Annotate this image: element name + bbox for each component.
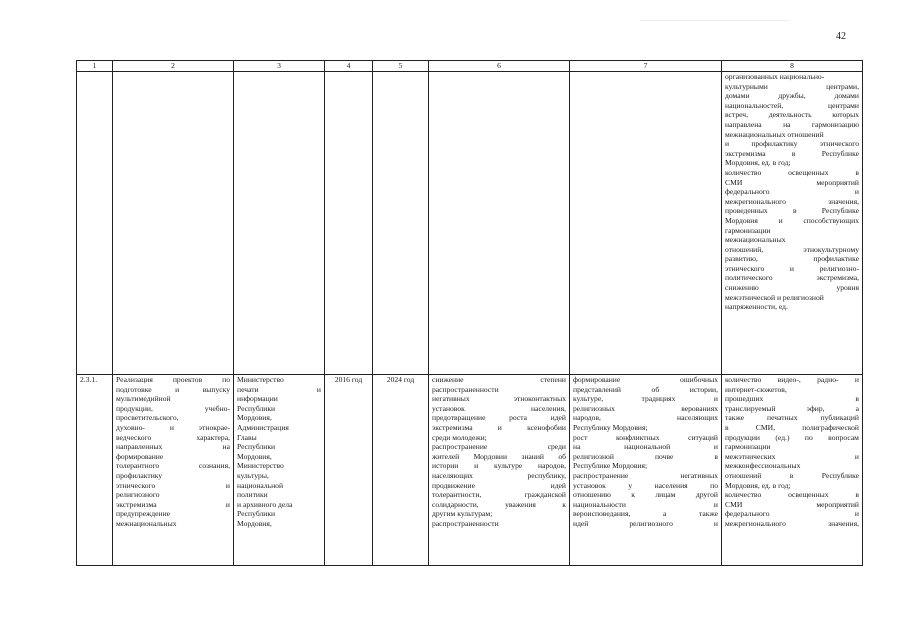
text-line: прошедших в bbox=[725, 394, 859, 404]
text-line: Республики bbox=[237, 442, 276, 452]
text-line: истории и культуре народов, bbox=[432, 461, 566, 471]
text-line: СМИ мероприятий bbox=[725, 177, 859, 187]
text-line: Реализация проектов по bbox=[116, 375, 230, 384]
event-name-cell bbox=[113, 375, 234, 566]
text-line: Республики bbox=[237, 403, 276, 413]
text-line: национальной bbox=[237, 480, 284, 490]
table-header-row bbox=[77, 61, 863, 72]
text-line: этнического и религиозно- bbox=[725, 263, 859, 273]
text-line: другим культурам; bbox=[432, 509, 493, 519]
text-line: культурными центрами, bbox=[725, 81, 859, 91]
text-line: также печатных публикаций bbox=[725, 413, 859, 423]
text-line: печати и bbox=[237, 384, 321, 394]
text-line: толерантности, гражданской bbox=[432, 490, 566, 500]
text-line: Мордовия, bbox=[237, 413, 272, 423]
text-line: народов, населяющих bbox=[573, 413, 718, 423]
text-line: в СМИ, полиграфической bbox=[725, 422, 859, 432]
text-line: населяющих республику, bbox=[432, 470, 566, 480]
text-line: ведческого характера, bbox=[116, 432, 230, 442]
text-line: гармонизации bbox=[725, 225, 771, 235]
text-line: Министерство bbox=[237, 461, 284, 471]
text-line: межэтнических и bbox=[725, 451, 859, 461]
table-row-continuation bbox=[77, 72, 863, 375]
text-line: распространение среди bbox=[432, 442, 566, 452]
text-line: установок у населения по bbox=[573, 480, 718, 490]
text-line: формирование ошибочных bbox=[573, 375, 718, 384]
text-line: продукции (ед.) по вопросам bbox=[725, 432, 859, 442]
text-line: межрегионального значения, bbox=[725, 196, 859, 206]
cont-cell-4 bbox=[325, 72, 373, 375]
text-line: Мордовия, ед. в год; bbox=[725, 158, 791, 168]
cont-cell-6 bbox=[429, 72, 570, 375]
text-line: и профилактику этнического bbox=[725, 139, 859, 149]
start-year-cell: 2016 год bbox=[325, 375, 373, 566]
text-line: направлена на гармонизацию bbox=[725, 119, 859, 129]
text-line: мультимедийной bbox=[116, 394, 171, 404]
text-line: идей религиозного и bbox=[573, 518, 718, 528]
text-line: вероисповедания, а также bbox=[573, 509, 718, 519]
text-line: профилактику bbox=[116, 470, 163, 480]
header-col-5: 5 bbox=[373, 61, 429, 72]
text-line: распространенности bbox=[432, 384, 499, 394]
text-line: культуре, традициях и bbox=[573, 394, 718, 404]
text-line: духовно- и этнокрае- bbox=[116, 422, 230, 432]
header-col-3: 3 bbox=[234, 61, 325, 72]
text-line: межрегионального значения, bbox=[725, 518, 859, 528]
cont-cell-1 bbox=[77, 72, 113, 375]
text-line: Республику Мордовия; bbox=[573, 422, 648, 432]
text-line: межнациональных bbox=[116, 518, 177, 528]
text-line: гармонизации bbox=[725, 442, 771, 452]
text-line: политики bbox=[237, 490, 268, 500]
text-line: солидарности, уважения к bbox=[432, 499, 566, 509]
text-line: политического экстремизма, bbox=[725, 273, 859, 283]
text-line: информации bbox=[237, 394, 278, 404]
cont-cell-3 bbox=[234, 72, 325, 375]
text-line: представлений об истории, bbox=[573, 384, 718, 394]
text-line: Мордовия, bbox=[237, 518, 272, 528]
consequences-cell bbox=[570, 375, 722, 566]
text-line: межнациональных отношений bbox=[725, 129, 824, 139]
text-line: формирование bbox=[116, 451, 164, 461]
text-line: количество видео-, радио- и bbox=[725, 375, 859, 384]
text-line: распространение негативных bbox=[573, 470, 718, 480]
text-line: негативных этноконтактных bbox=[432, 394, 566, 404]
indicators-cell bbox=[722, 375, 863, 566]
header-col-8: 8 bbox=[722, 61, 863, 72]
text-line: отношению к лицам другой bbox=[573, 490, 718, 500]
cont-cell-5 bbox=[373, 72, 429, 375]
text-line: культуры, bbox=[237, 470, 269, 480]
header-col-2: 2 bbox=[113, 61, 234, 72]
text-line: Мордовия, bbox=[237, 451, 272, 461]
text-line: снижение степени bbox=[432, 375, 566, 384]
text-line: религиозной почве в bbox=[573, 451, 718, 461]
text-line: жителей Мордовии знаний об bbox=[432, 451, 566, 461]
text-line: встреч, деятельность которых bbox=[725, 110, 859, 120]
text-line: межконфессиональных bbox=[725, 461, 801, 471]
text-line: экстремизма и ксенофобии bbox=[432, 422, 566, 432]
text-line: Администрация bbox=[237, 422, 289, 432]
text-line: толерантного сознания, bbox=[116, 461, 230, 471]
text-line: предотвращение роста идей bbox=[432, 413, 566, 423]
text-line: интернет-сюжетов, bbox=[725, 384, 787, 394]
text-line: подготовке и выпуску bbox=[116, 384, 230, 394]
text-line: количество освещенных в bbox=[725, 167, 859, 177]
text-line: федерального и bbox=[725, 187, 859, 197]
text-line: количество освещенных в bbox=[725, 490, 859, 500]
text-line: федерального и bbox=[725, 509, 859, 519]
text-line: Министерство bbox=[237, 375, 284, 384]
text-line: продвижение идей bbox=[432, 480, 566, 490]
table-row-2-3-1 bbox=[77, 375, 863, 566]
text-line: на национальной и bbox=[573, 442, 718, 452]
text-line: Мордовия и способствующих bbox=[725, 215, 859, 225]
text-line: рост конфликтных ситуаций bbox=[573, 432, 718, 442]
text-line: национальности и bbox=[573, 499, 718, 509]
text-line: СМИ мероприятий bbox=[725, 499, 859, 509]
text-line: домами дружбы, домами bbox=[725, 91, 859, 101]
text-line: продукции, учебно- bbox=[116, 403, 230, 413]
text-line: этнического и bbox=[116, 480, 230, 490]
text-line: и архивного дела bbox=[237, 499, 293, 509]
text-line: религиозных верованиях bbox=[573, 403, 718, 413]
text-line: среди молодежи; bbox=[432, 432, 487, 442]
text-line: снижению уровня bbox=[725, 283, 859, 293]
scan-artifact-line bbox=[640, 20, 790, 21]
text-line: отношений в Республике bbox=[725, 470, 859, 480]
header-col-7: 7 bbox=[570, 61, 722, 72]
text-line: Главы bbox=[237, 432, 257, 442]
text-line: просветительского, bbox=[116, 413, 179, 423]
text-line: организованных национально- bbox=[725, 72, 825, 81]
row-number: 2.3.1. bbox=[77, 375, 113, 566]
header-col-1: 1 bbox=[77, 61, 113, 72]
text-line: предупреждение bbox=[116, 509, 171, 519]
text-line: напряженности, ед. bbox=[725, 302, 788, 312]
text-line: национальностей, центрами bbox=[725, 100, 859, 110]
text-line: транслируемый эфир, а bbox=[725, 403, 859, 413]
text-line: проведенных в Республике bbox=[725, 206, 859, 216]
text-line: экстремизма в Республике bbox=[725, 148, 859, 158]
header-col-6: 6 bbox=[429, 61, 570, 72]
text-line: Мордовия, ед. в год; bbox=[725, 480, 791, 490]
text-line: установок населения, bbox=[432, 403, 566, 413]
expected-result-cell bbox=[429, 375, 570, 566]
text-line: межэтнической и религиозной bbox=[725, 292, 824, 302]
text-line: межнациональных bbox=[725, 235, 786, 245]
cont-cell-8-indicators bbox=[722, 72, 863, 375]
text-line: развитию, профилактике bbox=[725, 254, 859, 264]
text-line: отношений, этнокультурному bbox=[725, 244, 859, 254]
page-number: 42 bbox=[836, 31, 846, 42]
text-line: направленных на bbox=[116, 442, 230, 452]
text-line: экстремизма и bbox=[116, 499, 230, 509]
cont-cell-7 bbox=[570, 72, 722, 375]
executors-cell bbox=[234, 375, 325, 566]
header-col-4: 4 bbox=[325, 61, 373, 72]
end-year-cell: 2024 год bbox=[373, 375, 429, 566]
text-line: распространенности bbox=[432, 518, 499, 528]
text-line: религиозного bbox=[116, 490, 160, 500]
text-line: Республики bbox=[237, 509, 276, 519]
cont-cell-2 bbox=[113, 72, 234, 375]
text-line: Республике Мордовия; bbox=[573, 461, 648, 471]
program-table bbox=[76, 60, 863, 566]
